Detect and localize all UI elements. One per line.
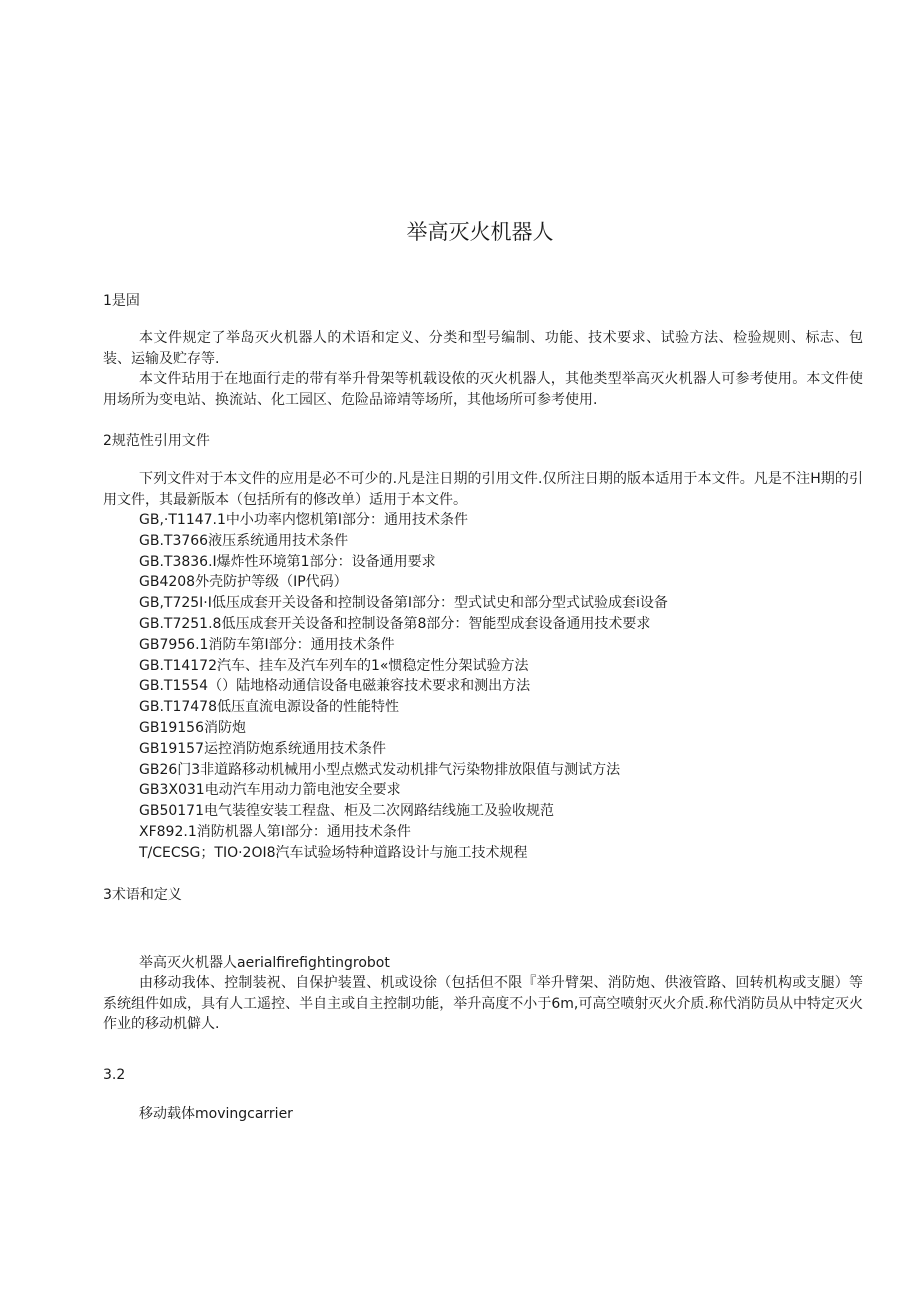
reference-item: GB,·T1147.1中小功率内惚机第I部分：通用技术条件 (139, 512, 469, 528)
term-2-number: 3.2 (103, 1067, 126, 1083)
reference-item: GB3X031电动汽车用动力箭电池安全要求 (139, 782, 401, 799)
term-1-definition: 由移动我体、控制装祝、自保护装置、机或设徐（包括但不限『举升臂架、消防炮、供液管路、回转机构或支腿）等系统组件如成，具有人工遥控、半自主或自主控制功能，举升高度不小于6m,可高空喷射灭火介质.称代消防员从中特定灭火作业的移动机僻人. (103, 975, 863, 1032)
reference-item: GB.T1554（）陆地格动通信设备电磁兼容技术要求和测出方法 (139, 678, 531, 695)
reference-item: GB.T3766液压系统通用技术条件 (139, 532, 349, 549)
reference-item: GB.T14172汽车、挂车及汽车列车的1«惯稳定性分架试验方法 (139, 657, 529, 674)
scope-paragraph-1: 本文件规定了举岛灭火机器人的术语和定义、分类和型号编制、功能、技术要求、试验方法、检验规则、标志、包装、运输及贮存等. (103, 330, 863, 367)
references-intro-paragraph: 下列文件对于本文件的应用是必不可少的.凡是注日期的引用文件.仅所注日期的版本适用于本文件。凡是不注H期的引用文件，其最新版本（包括所有的修改单）适用于本文件。 (103, 471, 863, 508)
section-heading-scope: 1是固 (103, 293, 140, 309)
reference-item: GB50171电气装徨安装工程盘、柜及二次网路结线施工及验收规范 (139, 803, 554, 820)
section-heading-normative-references: 2规范性引用文件 (103, 433, 210, 449)
reference-item: T/CECSG；TIO·2OI8汽车试验场特种道路设计与施工技术规程 (139, 844, 528, 861)
reference-item: GB,T725I·I低压成套开关设备和控制设备第I部分：型式试史和部分型式试验成套i设备 (139, 595, 668, 612)
term-1-name: 举高灭火机器人aerialfirefightingrobot (139, 955, 390, 971)
reference-item: GB26门3非道路移动机械用小型点燃式发动机排气污染物排放限值与测试方法 (139, 761, 621, 778)
scope-paragraph-2: 本文件玷用于在地面行走的带有举升骨架等机载设侬的灭火机器人，其他类型举高灭火机器人可参考使用。本文件使用场所为变电站、换流站、化工园区、危险品谛靖等场所，其他场所可参考使用. (103, 371, 863, 408)
reference-item: XF892.1消防机器人第I部分：通用技术条件 (139, 823, 411, 840)
reference-list (139, 510, 668, 864)
reference-item: GB4208外壳防护等级（IP代码） (139, 574, 348, 591)
section-heading-terms: 3术语和定义 (103, 887, 182, 903)
reference-item: GB.T3836.I爆炸性环境第1部分：设备通用要求 (139, 553, 436, 570)
document-title: 举高灭火机器人 (406, 220, 554, 244)
term-2-name: 移动载体movingcarrier (139, 1106, 293, 1122)
reference-item: GB19157运控消防炮系统通用技术条件 (139, 740, 386, 757)
reference-item: GB.T17478低压直流电源设备的性能特性 (139, 699, 399, 716)
reference-item: GB19156消防炮 (139, 719, 246, 736)
reference-item: GB7956.1消防车第I部分：通用技术条件 (139, 636, 395, 653)
reference-item: GB.T7251.8低压成套开关设备和控制设备第8部分：智能型成套设备通用技术要求 (139, 615, 651, 632)
